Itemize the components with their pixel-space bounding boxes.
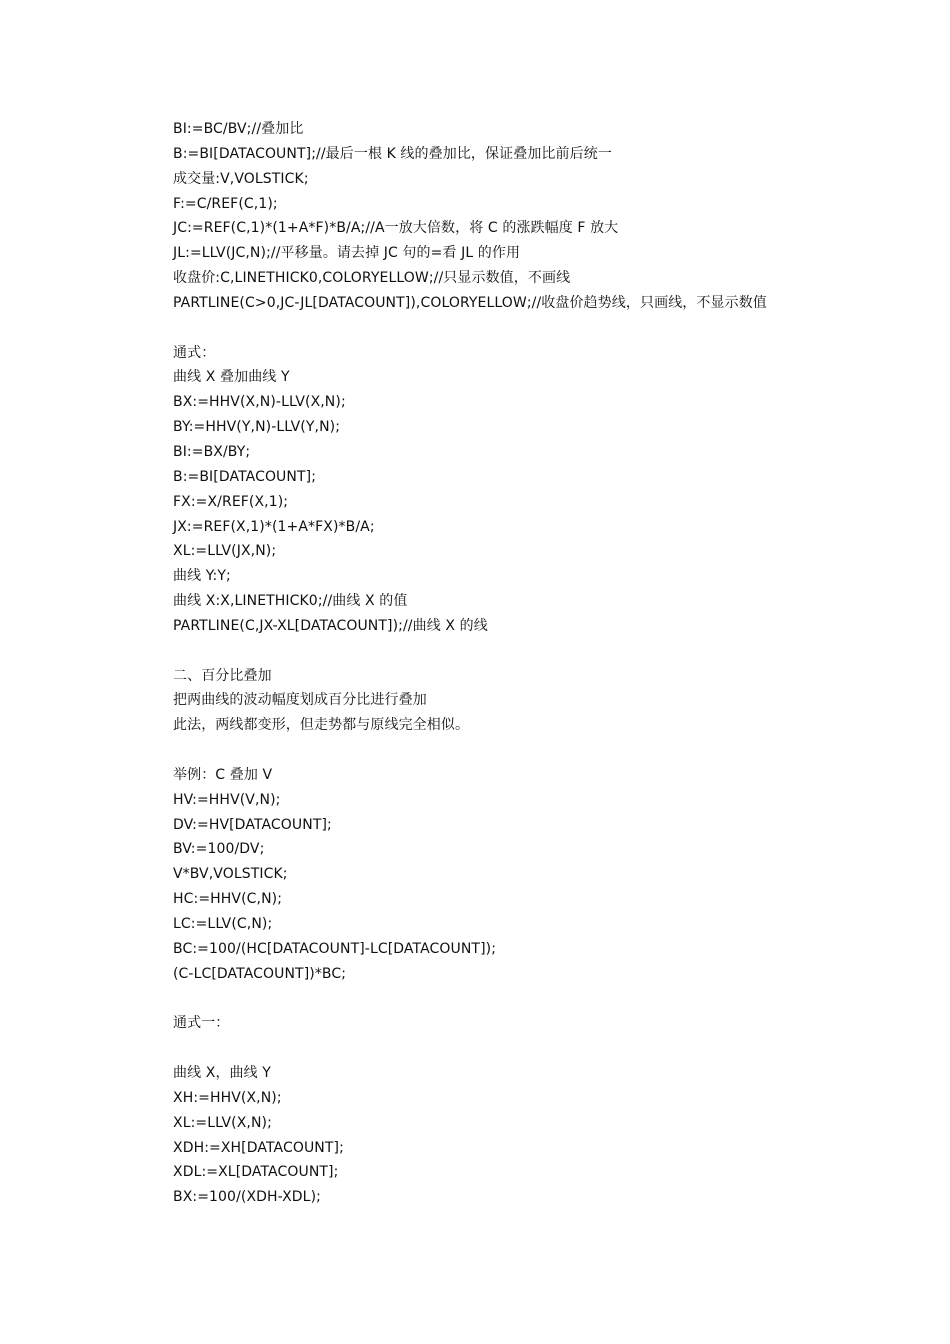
- text-line: 曲线 X:X,LINETHICK0;//曲线 X 的值: [173, 593, 408, 610]
- text-line: BX:=100/(XDH-XDL);: [173, 1189, 321, 1206]
- text-line: JC:=REF(C,1)*(1+A*F)*B/A;//A一放大倍数，将 C 的涨跌幅度 F 放大: [173, 220, 619, 237]
- text-line: JL:=LLV(JC,N);//平移量。请去掉 JC 句的=看 JL 的作用: [173, 245, 521, 262]
- text-line: 成交量:V,VOLSTICK;: [173, 170, 309, 187]
- text-line: 曲线 X 叠加曲线 Y: [173, 369, 290, 386]
- blank-line: [173, 639, 873, 664]
- blank-line: [173, 738, 873, 763]
- text-line: JX:=REF(X,1)*(1+A*FX)*B/A;: [173, 518, 375, 535]
- text-line: BI:=BX/BY;: [173, 443, 251, 460]
- section-heading: 通式：: [173, 344, 216, 361]
- text-line: 曲线 X，曲线 Y: [173, 1065, 271, 1082]
- text-line: FX:=X/REF(X,1);: [173, 493, 289, 510]
- blank-line: [173, 1036, 873, 1061]
- blank-line: [173, 316, 873, 341]
- text-line: XL:=LLV(JX,N);: [173, 543, 277, 560]
- text-line: V*BV,VOLSTICK;: [173, 866, 288, 883]
- text-line: HV:=HHV(V,N);: [173, 791, 281, 808]
- text-line: LC:=LLV(C,N);: [173, 916, 273, 932]
- text-line: F:=C/REF(C,1);: [173, 195, 278, 212]
- formula-text-block: [173, 117, 873, 1210]
- blank-line: [173, 987, 873, 1012]
- text-line: B:=BI[DATACOUNT];//最后一根 K 线的叠加比，保证叠加比前后统一: [173, 145, 612, 162]
- text-line: PARTLINE(C>0,JC-JL[DATACOUNT]),COLORYELLOW;//收盘价趋势线，只画线，不显示数值: [173, 294, 767, 311]
- text-line: 曲线 Y:Y;: [173, 568, 231, 585]
- text-line: XL:=LLV(X,N);: [173, 1114, 272, 1131]
- text-line: XDL:=XL[DATACOUNT];: [173, 1164, 339, 1181]
- section-heading: 二、百分比叠加: [173, 667, 272, 684]
- text-line: XDH:=XH[DATACOUNT];: [173, 1139, 344, 1156]
- text-line: HC:=HHV(C,N);: [173, 891, 283, 908]
- text-line: 举例：C 叠加 V: [173, 766, 273, 783]
- text-line: BY:=HHV(Y,N)-LLV(Y,N);: [173, 419, 341, 436]
- text-line: 把两曲线的波动幅度划成百分比进行叠加: [173, 692, 427, 709]
- section-heading: 通式一：: [173, 1015, 230, 1032]
- text-line: 收盘价:C,LINETHICK0,COLORYELLOW;//只显示数值，不画线: [173, 270, 571, 287]
- text-line: 此法，两线都变形，但走势都与原线完全相似。: [173, 717, 470, 734]
- text-line: BI:=BC/BV;//叠加比: [173, 121, 304, 137]
- text-line: BV:=100/DV;: [173, 841, 265, 858]
- text-line: BC:=100/(HC[DATACOUNT]-LC[DATACOUNT]);: [173, 940, 497, 957]
- text-line: B:=BI[DATACOUNT];: [173, 468, 317, 485]
- text-line: PARTLINE(C,JX-XL[DATACOUNT]);//曲线 X 的线: [173, 617, 488, 634]
- text-line: XH:=HHV(X,N);: [173, 1089, 282, 1106]
- text-line: BX:=HHV(X,N)-LLV(X,N);: [173, 394, 346, 411]
- text-line: (C-LC[DATACOUNT])*BC;: [173, 965, 347, 982]
- text-line: DV:=HV[DATACOUNT];: [173, 816, 332, 833]
